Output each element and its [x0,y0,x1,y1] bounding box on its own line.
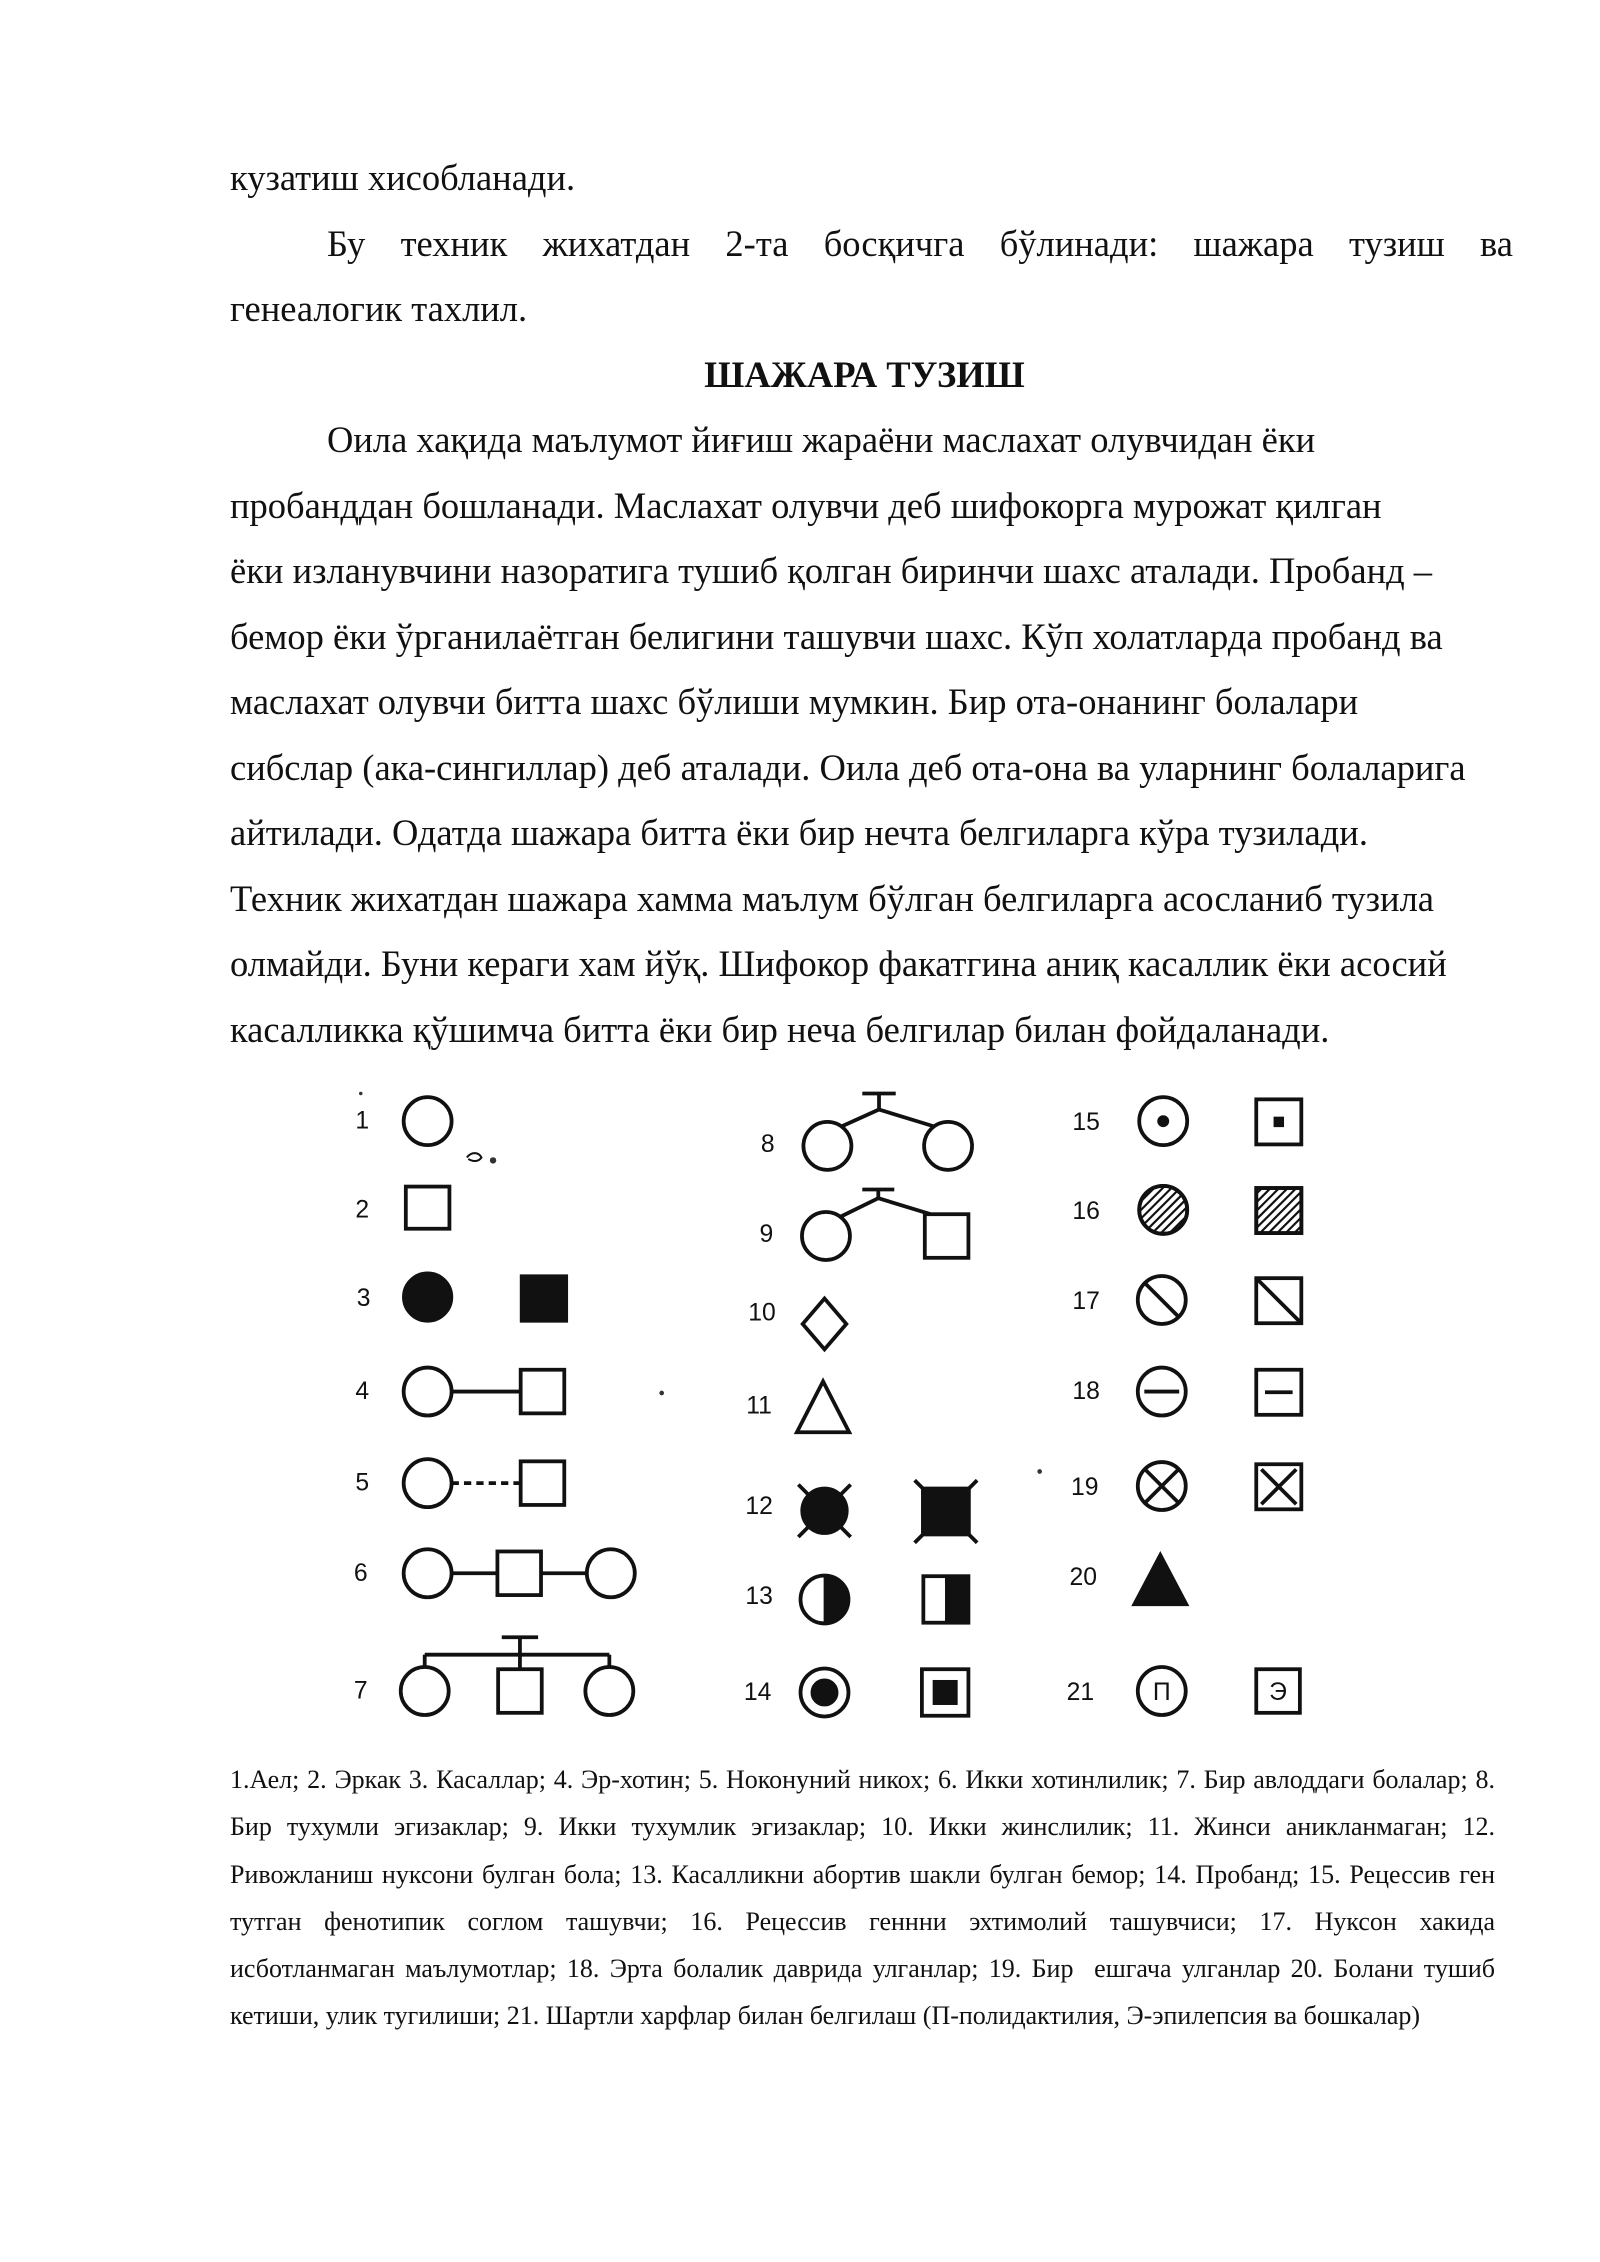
symbol-12-malformed-child [798,1480,977,1543]
symbol-number: 5 [355,1469,370,1497]
proband-inner-dot [811,1679,837,1705]
symbol-number: 20 [1069,1564,1098,1592]
section-heading: ШАЖАРА ТУЗИШ [704,353,1025,395]
female-circle [404,1549,452,1597]
symbol-number: 18 [1072,1378,1100,1406]
female-circle [404,1368,452,1416]
scan-speck [490,1157,496,1163]
body-text [230,145,1513,1062]
symbol-number: 7 [353,1677,368,1705]
symbol-number: 16 [1072,1197,1100,1225]
triangle-symbol [797,1381,849,1432]
symbol-15-recessive-carrier [1139,1097,1301,1145]
symbol-6-two-wives [404,1549,635,1597]
symbol-3-affected [403,1272,567,1321]
symbol-5-unofficial-marriage [404,1459,565,1507]
diamond-symbol [803,1299,847,1350]
symbol-number: 21 [1066,1678,1095,1706]
symbol-letter: Э [1269,1678,1287,1706]
affected-female-circle [403,1272,452,1321]
symbol-number: 2 [355,1196,370,1224]
female-circle [585,1667,633,1715]
symbol-13-abortive-form [801,1575,969,1623]
text-line: Техник жихатдан шажара хамма маълум бўлган белгиларга асосланиб тузила [230,877,1435,919]
female-circle [404,1459,452,1507]
filled-triangle [1133,1553,1188,1605]
proband-inner-square [934,1681,957,1704]
male-square [498,1669,542,1713]
symbol-number: 1 [355,1107,370,1135]
caption-line: исботланмаган маълумотлар; 18. Эрта болалик даврида улганлар; 19. Бир ешгача улганлар 20. Болани тушиб [230,1954,1495,1984]
symbol-numbers [354,1108,1100,1706]
twin-line [842,1110,879,1127]
female-circle [401,1667,449,1715]
symbol-number: 10 [748,1299,776,1327]
affected-male-square [521,1275,568,1322]
symbol-20-miscarriage-stillbirth [1133,1553,1188,1605]
symbol-number: 11 [746,1392,772,1420]
female-circle [404,1097,452,1145]
symbol-letter: П [1152,1678,1171,1706]
female-circle [924,1122,972,1170]
text-line: бемор ёки ўрганилаётган белигини ташувчи шахс. Кўп холатларда пробанд ва [230,615,1443,657]
carrier-dot [1274,1118,1283,1127]
symbol-9-fraternal-twins [802,1189,968,1260]
symbol-number: 12 [745,1492,773,1520]
half-fill [825,1575,849,1623]
symbol-number: 15 [1072,1109,1100,1137]
symbol-19-died-under-one-year [1138,1462,1302,1510]
symbol-4-marriage [404,1368,565,1416]
symbol-18-died-in-early-childhood [1138,1368,1302,1416]
twin-line [841,1198,878,1216]
symbol-17-unverified-defect [1138,1276,1302,1324]
male-square [406,1187,450,1229]
text-line: касалликка қўшимча битта ёки бир неча белгилар билан фойдаланади. [230,1008,1330,1050]
symbol-21-letter-marking [1138,1667,1300,1715]
symbol-number: 3 [356,1285,371,1313]
affected-male-square [922,1488,970,1536]
symbol-11-sex-unknown [797,1381,849,1432]
symbol-14-proband [801,1668,969,1716]
text-line: генеалогик тахлил. [230,288,528,329]
text-line: олмайди. Буни кераги хам йўқ. Шифокор факатгина аниқ касаллик ёки асосий [230,943,1447,984]
caption-line: 1.Аел; 2. Эркак 3. Касаллар; 4. Эр-хотин; 5. Ноконуний никох; 6. Икки хотинлилик; 7. Бир авлоддаги болалар; 8. [230,1765,1495,1794]
female-circle [803,1122,851,1170]
symbol-number: 9 [759,1221,774,1249]
text-line: сибслар (ака-сингиллар) деб аталади. Оила деб ота-она ва уларнинг болаларига [230,746,1466,788]
text-line: ёки изланувчини назоратига тушиб қолган биринчи шахс аталади. Пробанд – [230,550,1433,591]
text-line: кузатиш хисобланади. [230,157,576,198]
caption-line: Ривожланиш нуксони булган бола; 13. Касалликни абортив шакли булган бемор; 14. Пробанд; 15. Рецессив ген [230,1859,1495,1889]
scan-speck [659,1391,664,1396]
symbol-7-siblings [401,1637,634,1715]
caption-line: кетиши, улик тугилиши; 21. Шартли харфлар билан белгилаш (П-полидактилия, Э-эпилепсия ва бошкалар) [230,2001,1421,2031]
male-square [925,1214,969,1258]
twin-line [879,1110,934,1127]
symbol-number: 13 [745,1583,773,1611]
twin-line [878,1198,930,1214]
male-square [497,1551,541,1595]
symbol-number: 17 [1072,1287,1100,1315]
half-fill [946,1576,969,1623]
symbol-2-male [406,1187,450,1229]
text-line: маслахат олувчи битта шахс бўлиши мумкин. Бир ота-онанинг болалари [230,681,1359,722]
carrier-dot [1158,1116,1168,1126]
scan-smudge [467,1153,482,1161]
symbol-number: 4 [355,1378,370,1406]
male-square [521,1461,565,1505]
male-square [521,1370,565,1414]
figure-caption [230,1756,1495,2040]
symbol-number: 8 [760,1130,775,1158]
text-line: Оила хақида маълумот йиғиш жараёни маслахат олувчидан ёки [327,419,1316,460]
text-line: пробанддан бошланади. Маслахат олувчи деб шифокорга мурожат қилган [230,484,1382,526]
symbol-10-intersex [803,1299,847,1350]
text-line: Бу техник жихатдан 2-та босқичга бўлинади: шажара тузиш ва [327,222,1513,264]
symbol-16-probable-carrier [1139,1186,1301,1234]
caption-line: Бир тухумли эгизаклар; 9. Икки тухумлик эгизаклар; 10. Икки жинслилик; 11. Жинси аникланмаган; 12. [230,1812,1495,1842]
affected-female-circle [801,1488,848,1535]
female-circle [802,1212,850,1260]
symbol-number: 19 [1070,1474,1099,1502]
symbol-8-identical-twins [803,1094,972,1170]
symbol-number: 6 [353,1559,368,1587]
symbol-1-female [404,1097,452,1145]
text-line: айтилади. Одатда шажара битта ёки бир нечта белгиларга кўра тузилади. [230,812,1368,853]
scan-speck [359,1092,362,1095]
caption-line: тутган фенотипик соглом ташувчи; 16. Рецессив геннни эхтимолий ташувчиси; 17. Нуксон хакида [230,1906,1495,1936]
pedigree-symbols-figure [330,1079,1319,1739]
scan-speck [1037,1469,1042,1474]
female-circle [587,1549,635,1597]
symbol-number: 14 [743,1678,772,1706]
